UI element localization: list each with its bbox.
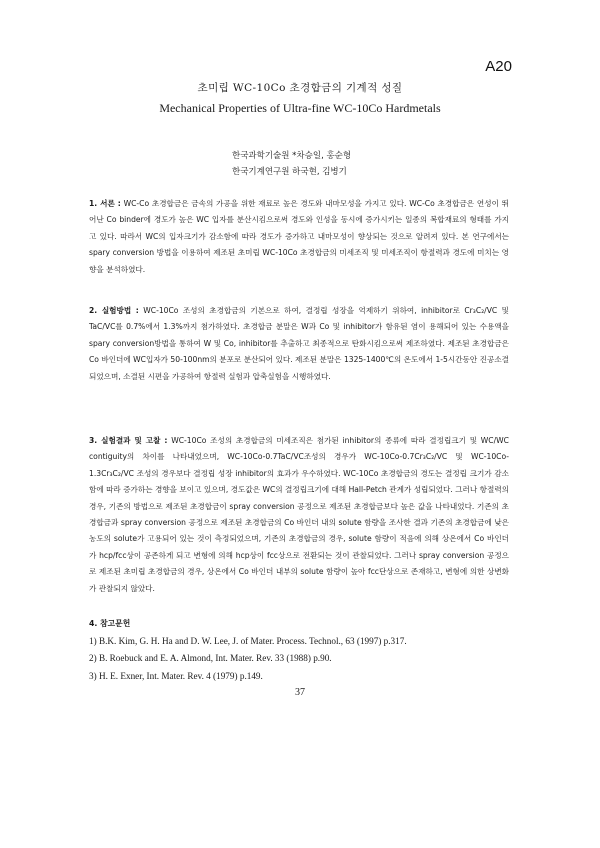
reference-item: 2) B. Roebuck and E. A. Almond, Int. Mater. Rev. 33 (1988) p.90. (89, 653, 332, 663)
title-korean: 초미립 WC-10Co 초경합금의 기계적 성질 (197, 82, 403, 94)
page-number: 37 (295, 687, 305, 698)
section-results (89, 433, 509, 597)
section-heading: 3. 실험결과 및 고찰 : (89, 436, 168, 445)
section-text: WC-10Co 조성의 초경합금의 기본으로 하여, 결정립 성장을 억제하기 위하여, inhibitor로 Cr₃C₂/VC 및 TaC/VC를 0.7%에서 1.3%까지 첨가하였다. 초경합금 분말은 W과 Co 및 inhibitor가 함유된 염이 용해되어 있는 수용액을 spary conversion방법을 통하여 W 및 Co, inhibitor를 추출하고 최종적으로 탄화시킴으로써 제조하였다. 제조된 초경합금은 Co 바인더에 WC입자가 50-100nm의 분포로 분산되어 있다. 제조된 분말은 1325-1400℃의 온도에서 1-5시간동안 진공소결되었으며, 소결된 시편을 가공하여 항절력 실험과 압축실험을 시행하였다. (89, 306, 509, 381)
author-line-2: 한국기계연구원 하국현, 김병기 (232, 167, 347, 177)
references (89, 615, 509, 685)
section-heading: 1. 서론 : (89, 199, 121, 208)
section-text: WC-Co 초경합금은 금속의 가공을 위한 재료로 높은 경도와 내마모성을 가지고 있다. WC-Co 초경합금은 연성이 뛰어난 Co binder에 경도가 높은 WC 입자를 분산시킴으로써 경도와 인성을 동시에 증가시키는 일종의 복합재료의 형태를 가지고 있다. 따라서 WC의 입자크기가 감소함에 따라 경도가 증가하고 내마모성이 향상되는 것으로 알려져 있다. 본 연구에서는 spary conversion 방법을 이용하여 제조된 초미립 WC-10Co 초경합금의 미세조직 및 미세조직이 항절력과 경도에 미치는 영향을 분석하였다. (89, 199, 509, 274)
reference-item: 1) B.K. Kim, G. H. Ha and D. W. Lee, J. of Mater. Process. Technol., 63 (1997) p.317. (89, 635, 407, 646)
section-text: WC-10Co 조성의 초경합금의 미세조직은 첨가된 inhibitor의 종류에 따라 결정립크기 및 WC/WC contiguity의 차이를 나타내었으며, WC-10Co-0.7TaC/VC조성의 경우가 WC-10Co-0.7Cr₃C₂/VC 및 WC-10Co-1.3Cr₃C₂/VC 조성의 경우보다 결정립 성장 inhibitor의 효과가 우수하였다. WC-10Co 초경합금의 경도는 결정립 크기가 감소함에 따라 증가하는 경향을 보이고 있으며, 경도값은 WC의 결정립크기에 대해 Hall-Petch 관계가 성립되었다. 그러나 항절력의 경우, 기존의 방법으로 제조된 초경합금이 spray conversion 공정으로 제조된 초경합금보다 높은 값을 나타내었다. 기존의 초경합금과 spray conversion 공정으로 제조된 초경합금의 Co 바인더 내의 solute 함량을 조사한 결과 기존의 초경합금에 낮은 농도의 solute가 고용되어 있는 것이 측정되었으며, 기존의 초경합금의 경우, solute 함량이 적음에 의해 상온에서 Co 바인더가 hcp/fcc상이 공존하게 되고 변형에 의해 hcp상이 fcc상으로 전환되는 것이 관찰되었다. 그러나 spray conversion 공정으로 제조된 초미립 초경합금의 경우, 상온에서 Co 바인더 내부의 solute 함량이 높아 fcc단상으로 존재하고, 변형에 의한 상변화가 관찰되지 않았다. (89, 436, 509, 593)
section-heading: 2. 실험방법 : (89, 306, 139, 315)
author-block (232, 148, 351, 180)
section-introduction (89, 196, 509, 278)
references-heading: 4. 참고문헌 (89, 619, 131, 628)
abstract-code: A20 (485, 58, 512, 75)
reference-item: 3) H. E. Exner, Int. Mater. Rev. 4 (1979) p.149. (89, 670, 263, 681)
title-english: Mechanical Properties of Ultra-fine WC-10Co Hardmetals (159, 101, 441, 115)
section-method (89, 303, 509, 385)
author-line-1: 한국과학기술원 *차승일, 홍순형 (232, 151, 352, 161)
